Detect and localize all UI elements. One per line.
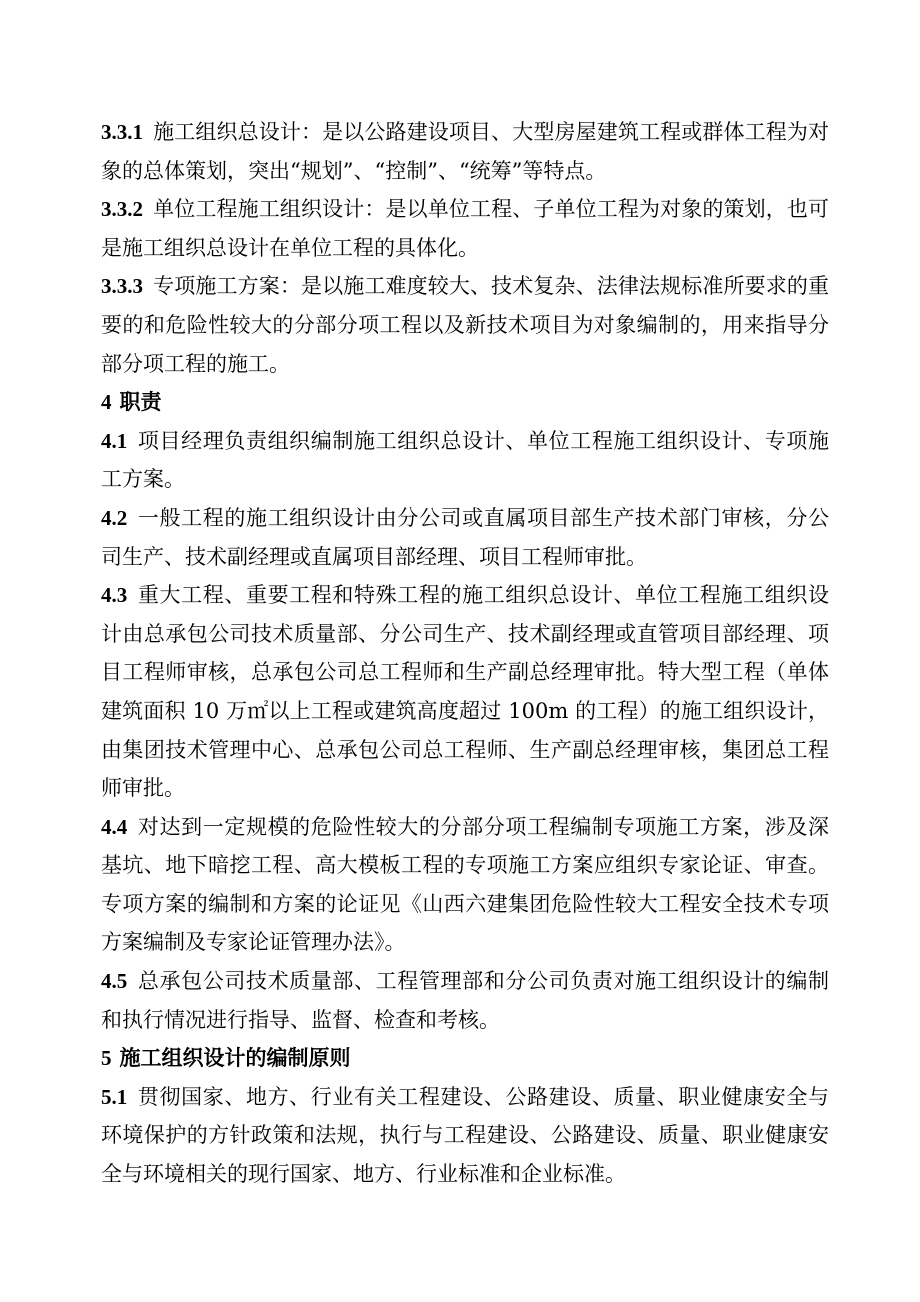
- document-page: [101, 113, 829, 1194]
- clause-text: 总承包公司技术质量部、工程管理部和分公司负责对施工组织设计的编制和执行情况进行指导、监督、检查和考核。: [101, 969, 829, 1032]
- clause-4-3: [101, 576, 829, 808]
- clause-4-2: [101, 499, 829, 576]
- clause-number: 4.2: [101, 505, 128, 530]
- section-title: 施工组织设计的编制原则: [119, 1045, 351, 1071]
- clause-text: 一般工程的施工组织设计由分公司或直属项目部生产技术部门审核，分公司生产、技术副经理或直属项目部经理、项目工程师审批。: [101, 505, 829, 569]
- clause-number: 3.3.3: [101, 274, 143, 299]
- clause-3-3-1: [101, 113, 829, 190]
- clause-number: 5.1: [101, 1084, 128, 1109]
- clause-3-3-3: [101, 267, 829, 383]
- clause-number: 3.3.1: [101, 120, 143, 144]
- clause-text: 施工组织总设计：是以公路建设项目、大型房屋建筑工程或群体工程为对象的总体策划，突出“规划”、“控制”、“统筹”等特点。: [101, 120, 829, 183]
- clause-text: 重大工程、重要工程和特殊工程的施工组织总设计、单位工程施工组织设计由总承包公司技术质量部、分公司生产、技术副经理或直管项目部经理、项目工程师审核，总承包公司总工程师和生产副总经理审批。特大型工程（单体建筑面积 10 万㎡以上工程或建筑高度超过 100m 的工程）的施工组织设计，由集团技术管理中心、总承包公司总工程师、生产副总经理审核，集团总工程师审批。: [101, 583, 829, 801]
- clause-4-1: [101, 422, 829, 499]
- clause-number: 4.5: [101, 969, 128, 994]
- clause-number: 3.3.2: [101, 197, 143, 222]
- clause-3-3-2: [101, 190, 829, 267]
- section-number: 5: [101, 1046, 112, 1071]
- section-number: 4: [101, 390, 112, 415]
- section-title: 职责: [119, 389, 162, 415]
- clause-4-5: [101, 962, 829, 1039]
- section-heading-5: [101, 1039, 829, 1078]
- clause-number: 4.3: [101, 583, 128, 608]
- section-heading-4: [101, 383, 829, 422]
- clause-number: 4.4: [101, 814, 128, 839]
- clause-text: 专项施工方案：是以施工难度较大、技术复杂、法律法规标准所要求的重要的和危险性较大的分部分项工程以及新技术项目为对象编制的，用来指导分部分项工程的施工。: [101, 274, 829, 376]
- clause-number: 4.1: [101, 428, 128, 453]
- clause-text: 对达到一定规模的危险性较大的分部分项工程编制专项施工方案，涉及深基坑、地下暗挖工程、高大模板工程的专项施工方案应组织专家论证、审查。专项方案的编制和方案的论证见《山西六建集团危险性较大工程安全技术专项方案编制及专家论证管理办法》。: [101, 814, 829, 955]
- clause-5-1: [101, 1078, 829, 1194]
- clause-text: 单位工程施工组织设计：是以单位工程、子单位工程为对象的策划，也可是施工组织总设计在单位工程的具体化。: [101, 197, 829, 260]
- clause-text: 贯彻国家、地方、行业有关工程建设、公路建设、质量、职业健康安全与环境保护的方针政策和法规，执行与工程建设、公路建设、质量、职业健康安全与环境相关的现行国家、地方、行业标准和企业标准。: [101, 1084, 829, 1187]
- clause-4-4: [101, 808, 829, 962]
- clause-text: 项目经理负责组织编制施工组织总设计、单位工程施工组织设计、专项施工方案。: [101, 428, 829, 492]
